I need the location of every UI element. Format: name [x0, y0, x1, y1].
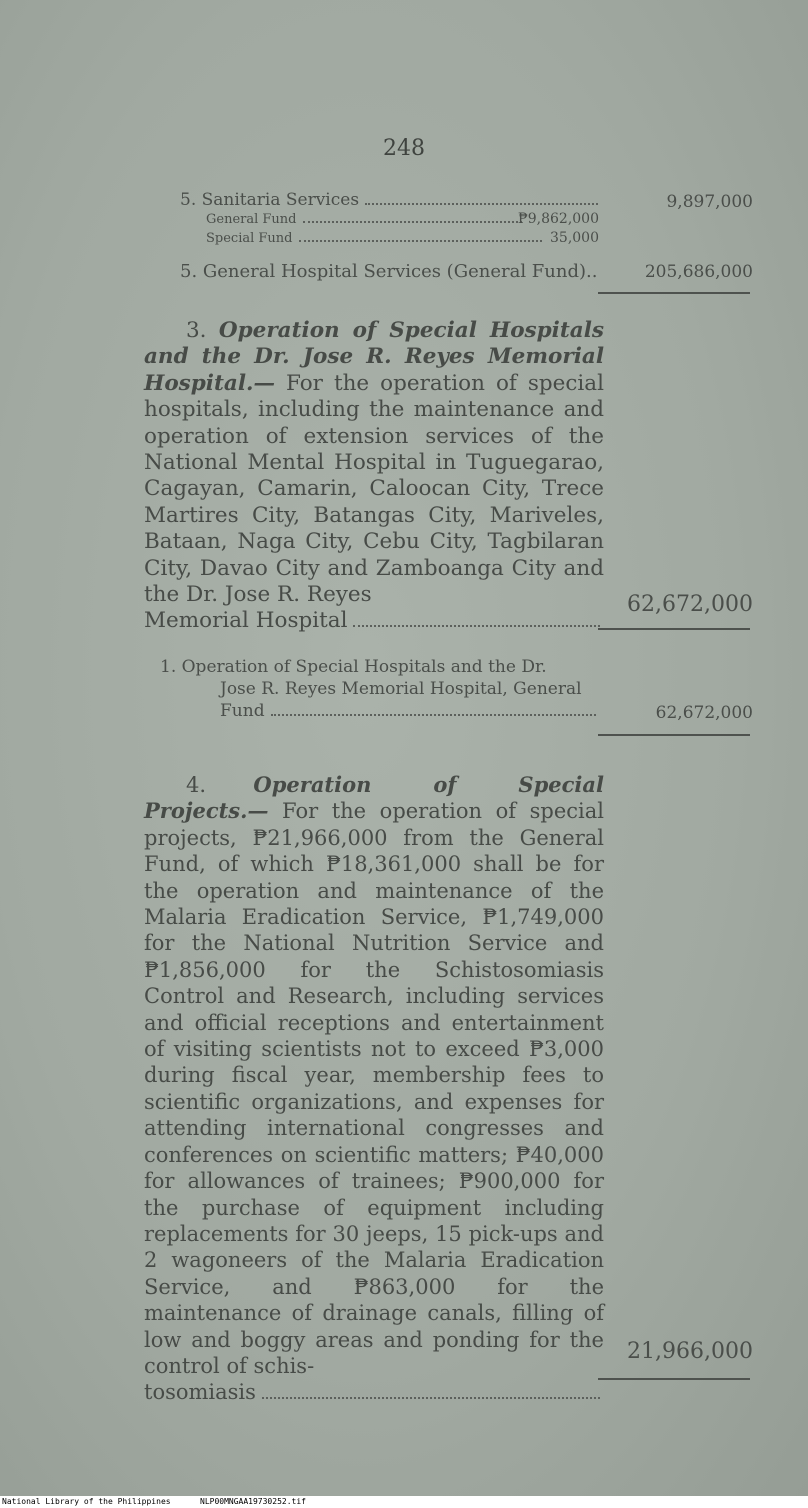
footer-file: NLP00MNGAA19730252.tif: [200, 1497, 306, 1506]
section-3-fund-line1: 1. Operation of Special Hospitals and the Dr.: [160, 657, 547, 677]
section-4-number: 4.: [186, 773, 207, 797]
section-3-fund-line3: [160, 700, 600, 722]
section-3-fund-line2: Jose R. Reyes Memorial Hospital, General: [220, 679, 582, 699]
special-fund-line: [206, 231, 546, 247]
general-fund-label: General Fund: [206, 212, 297, 227]
section-3-heading: Operation of Special Hospitals and the Dr. Jose R. Reyes Memorial Hospital.—: [144, 318, 604, 396]
section-4-paragraph: [144, 772, 604, 1406]
section-4-last-line: [144, 1379, 604, 1405]
total-rule: [598, 292, 750, 294]
section-4-heading: Operation of Special Projects.—: [144, 772, 604, 824]
sanitaria-line: [180, 190, 602, 210]
general-hospital-label: 5. General Hospital Services (General Fund)..: [180, 261, 598, 282]
special-fund-amount: 35,000: [550, 230, 599, 246]
general-hospital-amount: 205,686,000: [644, 262, 753, 282]
section-3-amount: 62,672,000: [627, 592, 753, 617]
footer-library: National Library of the Philippines: [2, 1497, 171, 1506]
leader-dots: [299, 240, 543, 242]
leader-dots: [365, 203, 598, 205]
general-hospital-line: [180, 261, 610, 282]
scan-footer: [0, 1496, 808, 1508]
section-3-number: 3.: [186, 318, 207, 343]
general-fund-amount: ₱9,862,000: [517, 211, 599, 227]
section-4-last-text: tosomiasis: [144, 1380, 256, 1405]
sanitaria-amount: 9,897,000: [666, 192, 753, 212]
section-3-last-line: [144, 608, 604, 634]
section-3-rule: [598, 628, 750, 630]
section-3-fund-item: [160, 656, 600, 722]
section-3-fund-rule: [598, 734, 750, 736]
section-3-fund-amount: 62,672,000: [655, 703, 753, 723]
section-3-paragraph: [144, 318, 604, 635]
section-3-last-text: Memorial Hospital: [144, 608, 348, 634]
section-3-body: For the operation of special hospitals, including the maintenance and operation of extension services of the National Mental Hospital in Tuguegarao, Cagayan, Camarin, Caloocan City, Trece Martires City, Batangas City, Mariveles, Bataan, Naga City, Cebu City, Tagbilaran City, Davao City and Zamboanga City and the Dr. Jose R. Reyes: [144, 370, 604, 608]
special-fund-label: Special Fund: [206, 231, 293, 246]
section-4-amount: 21,966,000: [627, 1339, 753, 1364]
sanitaria-label: 5. Sanitaria Services: [180, 190, 360, 210]
leader-dots: [353, 625, 600, 627]
section-4-rule: [598, 1378, 750, 1380]
leader-dots: [271, 714, 596, 716]
general-fund-line: [206, 212, 526, 228]
leader-dots: [262, 1397, 600, 1399]
section-3-fund-line3-text: Fund: [220, 701, 265, 721]
page-number: 248: [383, 136, 425, 161]
section-4-body: For the operation of special projects, ₱21,966,000 from the General Fund, of which ₱18,361,000 shall be for the operation and maintenance of the Malaria Eradication Service, ₱1,749,000 for the National Nutrition Service and ₱1,856,000 for the Schistosomiasis Control and Research, including services and official receptions and entertainment of visiting scientists not to exceed ₱3,000 during fiscal year, membership fees to scientific organizations, and expenses for attending international congresses and conferences on scientific matters; ₱40,000 for allowances of trainees; ₱900,000 for the purchase of equipment including replacements for 30 jeeps, 15 pick-ups and 2 wagoneers of the Malaria Eradication Service, and ₱863,000 for the maintenance of drainage canals, filling of low and boggy areas and ponding for the control of schis-: [144, 799, 604, 1378]
leader-dots: [303, 221, 523, 223]
